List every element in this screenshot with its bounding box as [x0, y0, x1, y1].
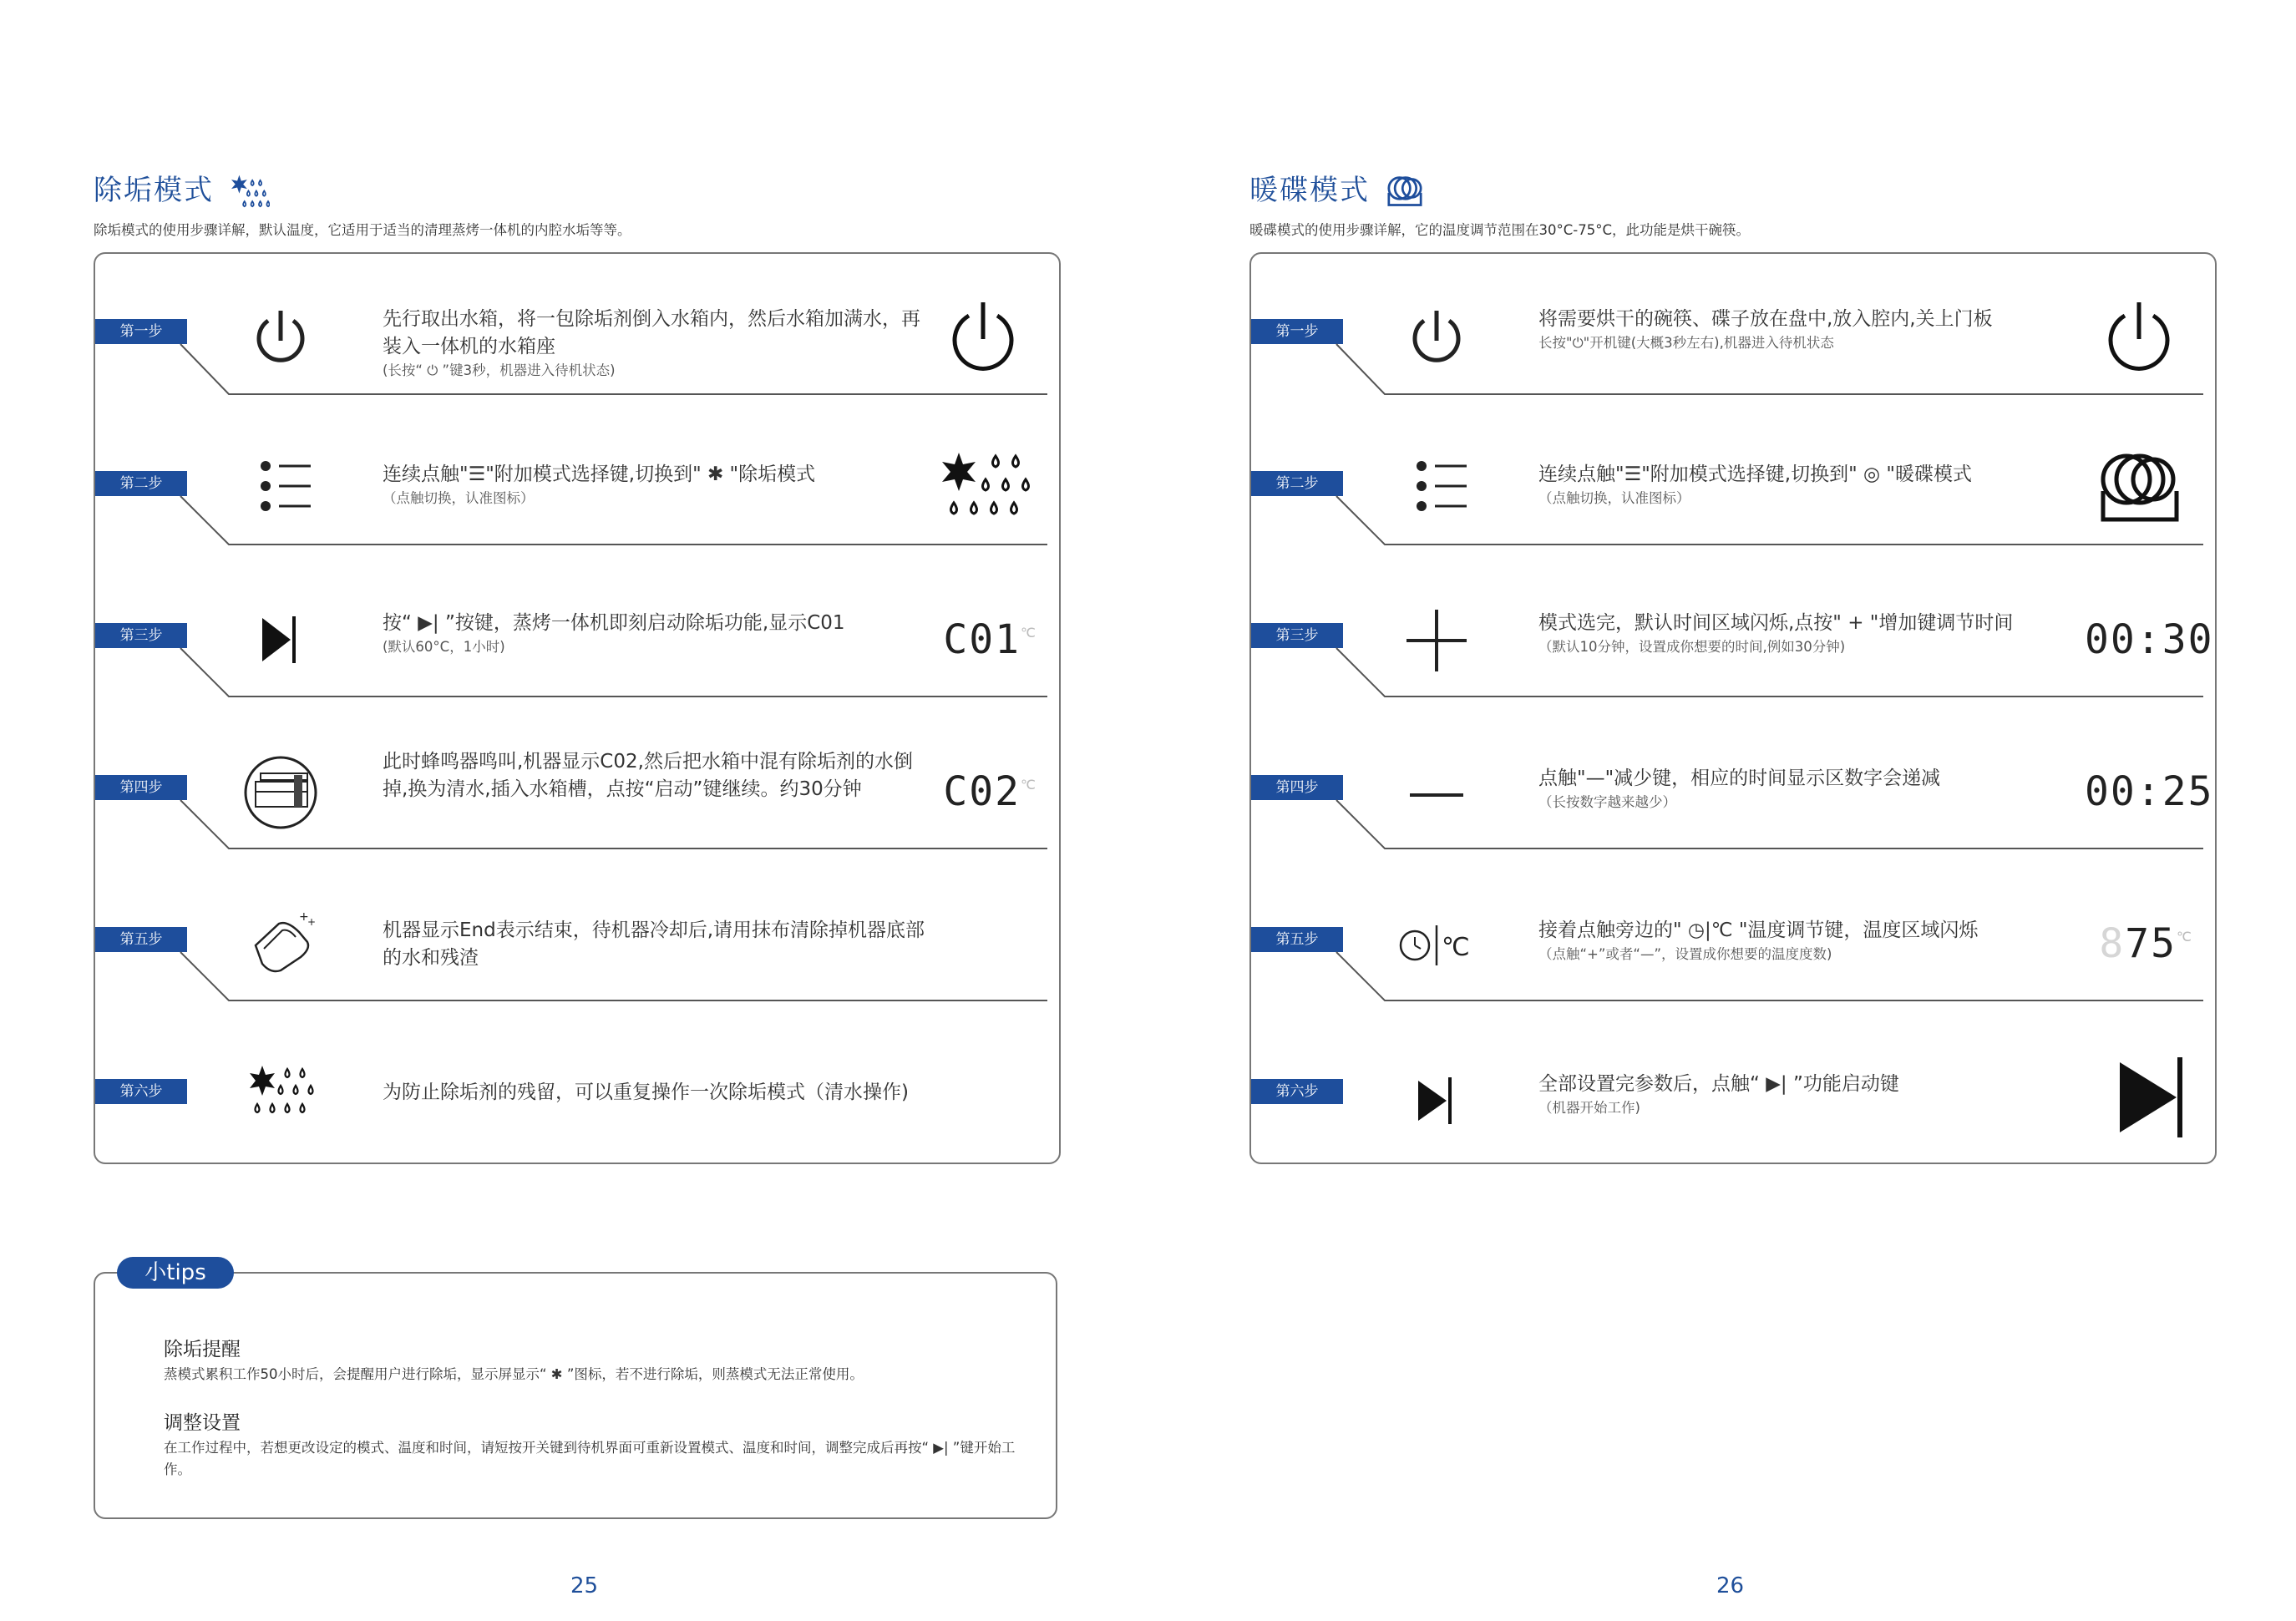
page-subtitle: 暖碟模式的使用步骤详解，它的温度调节范围在30°C-75°C，此功能是烘干碗筷。 — [1249, 222, 1750, 238]
temperature-display: 875℃ — [2099, 920, 2193, 967]
step-note: （点触切换，认准图标） — [383, 490, 535, 506]
steps-panel — [1249, 252, 2217, 1164]
step-note: (默认60°C，1小时) — [383, 639, 505, 655]
page-title: 除垢模式 — [94, 167, 270, 210]
page-number: 25 — [570, 1573, 599, 1598]
step-text: 接着点触旁边的" ◷|℃ "温度调节键，温度区域闪烁 — [1538, 919, 1979, 941]
step-label: 第一步 — [95, 319, 187, 344]
step-text: 按“ ▶| ”按键，蒸烤一体机即刻启动除垢功能,显示C01 — [383, 612, 845, 634]
step-note: （点触“+”或者“—”，设置成你想要的温度度数) — [1538, 946, 1832, 962]
segment-display: C01℃ — [943, 616, 1037, 663]
step-row — [1251, 406, 2212, 558]
svg-text:+: + — [299, 910, 309, 924]
descale-icon — [239, 1059, 322, 1134]
tip-heading: 调整设置 — [164, 1412, 241, 1434]
step-label: 第四步 — [95, 775, 187, 800]
step-note: （默认10分钟，设置成你想要的时间,例如30分钟) — [1538, 639, 1846, 655]
step-row — [1251, 710, 2212, 862]
plus-icon — [1395, 603, 1478, 678]
step-label: 第五步 — [95, 927, 187, 952]
step-label: 第三步 — [95, 623, 187, 648]
step-row — [95, 558, 1056, 710]
step-text: 机器显示End表示结束，待机器冷却后,请用抹布清除掉机器底部的水和残渣 — [383, 919, 925, 969]
step-row — [95, 254, 1056, 406]
step-row — [1251, 862, 2212, 1014]
power-icon — [2085, 297, 2193, 374]
step-label: 第二步 — [1251, 471, 1343, 496]
step-row — [1251, 254, 2212, 406]
page-title: 暖碟模式 — [1249, 167, 1424, 210]
step-note: (长按“ ⏻ ”键3秒，机器进入待机状态) — [383, 362, 616, 378]
tip-heading: 除垢提醒 — [164, 1339, 241, 1360]
step-note: （机器开始工作) — [1538, 1100, 1640, 1116]
start-icon — [2085, 1047, 2193, 1141]
time-display: 00:30 — [2085, 616, 2214, 663]
cloth-icon — [239, 907, 322, 982]
step-row — [95, 1014, 1056, 1166]
descale-icon — [929, 449, 1037, 526]
step-row — [95, 406, 1056, 558]
water-tank-icon — [239, 755, 322, 830]
step-label: 第六步 — [1251, 1079, 1343, 1104]
descale-icon — [230, 174, 270, 210]
step-row — [1251, 1014, 2212, 1166]
page-number: 26 — [1716, 1573, 1745, 1598]
tip-paragraph: 蒸模式累积工作50小时后，会提醒用户进行除垢，显示屏显示“ ✱ ”图标，若不进行除垢，则蒸模式无法正常使用。 — [164, 1366, 864, 1382]
step-label: 第三步 — [1251, 623, 1343, 648]
step-label: 第五步 — [1251, 927, 1343, 952]
step-text: 为防止除垢剂的残留，可以重复操作一次除垢模式（清水操作) — [383, 1082, 909, 1103]
segment-display: C02℃ — [943, 768, 1037, 815]
step-label: 第一步 — [1251, 319, 1343, 344]
step-text: 连续点触"☰"附加模式选择键,切换到" ◎ "暖碟模式 — [1538, 464, 1972, 485]
step-label: 第二步 — [95, 471, 187, 496]
power-icon — [929, 297, 1037, 374]
step-text: 连续点触"☰"附加模式选择键,切换到" ✱ "除垢模式 — [383, 464, 816, 485]
step-text: 全部设置完参数后，点触“ ▶| ”功能启动键 — [1538, 1073, 1899, 1095]
menu-list-icon — [1395, 451, 1478, 526]
time-display: 00:25 — [2085, 768, 2214, 815]
step-text: 模式选完，默认时间区域闪烁,点按" + "增加键调节时间 — [1538, 612, 2014, 634]
step-text: 将需要烘干的碗筷、碟子放在盘中,放入腔内,关上门板 — [1538, 308, 1993, 330]
step-note: （长按数字越来越少） — [1538, 794, 1676, 810]
page-subtitle: 除垢模式的使用步骤详解，默认温度，它适用于适当的清理蒸烤一体机的内腔水垢等等。 — [94, 222, 631, 238]
step-label: 第四步 — [1251, 775, 1343, 800]
svg-text:+: + — [307, 916, 317, 928]
clock-temp-icon — [1395, 907, 1478, 982]
tip-paragraph: 在工作过程中，若想更改设定的模式、温度和时间，请短按开关键到待机界面可重新设置模式、温度和时间，调整完成后再按“ ▶| ”键开始工作。 — [164, 1440, 1016, 1477]
step-note: 长按"⏻"开机键(大概3秒左右),机器进入待机状态 — [1538, 335, 1834, 351]
step-text: 此时蜂鸣器鸣叫,机器显示C02,然后把水箱中混有除垢剂的水倒掉,换为清水,插入水箱槽，点按“启动”键继续。约30分钟 — [383, 751, 913, 800]
start-icon — [239, 603, 322, 678]
start-icon — [1395, 1059, 1478, 1134]
power-icon — [239, 299, 322, 374]
step-row — [95, 862, 1056, 1014]
step-text: 点触"—"减少键，相应的时间显示区数字会递减 — [1538, 767, 1941, 789]
plate-warm-icon — [2085, 449, 2193, 526]
steps-panel — [94, 252, 1061, 1164]
step-text: 先行取出水箱，将一包除垢剂倒入水箱内，然后水箱加满水，再装入一体机的水箱座 — [383, 308, 920, 357]
step-label: 第六步 — [95, 1079, 187, 1104]
menu-list-icon — [239, 451, 322, 526]
tips-box — [94, 1260, 1057, 1519]
plate-warm-icon — [1386, 175, 1424, 210]
step-row — [95, 710, 1056, 862]
svg-text:℃: ℃ — [1442, 933, 1470, 962]
minus-icon — [1395, 755, 1478, 830]
tips-badge: 小tips — [117, 1257, 234, 1289]
step-row — [1251, 558, 2212, 710]
step-note: （点触切换，认准图标） — [1538, 490, 1690, 506]
power-icon — [1395, 299, 1478, 374]
